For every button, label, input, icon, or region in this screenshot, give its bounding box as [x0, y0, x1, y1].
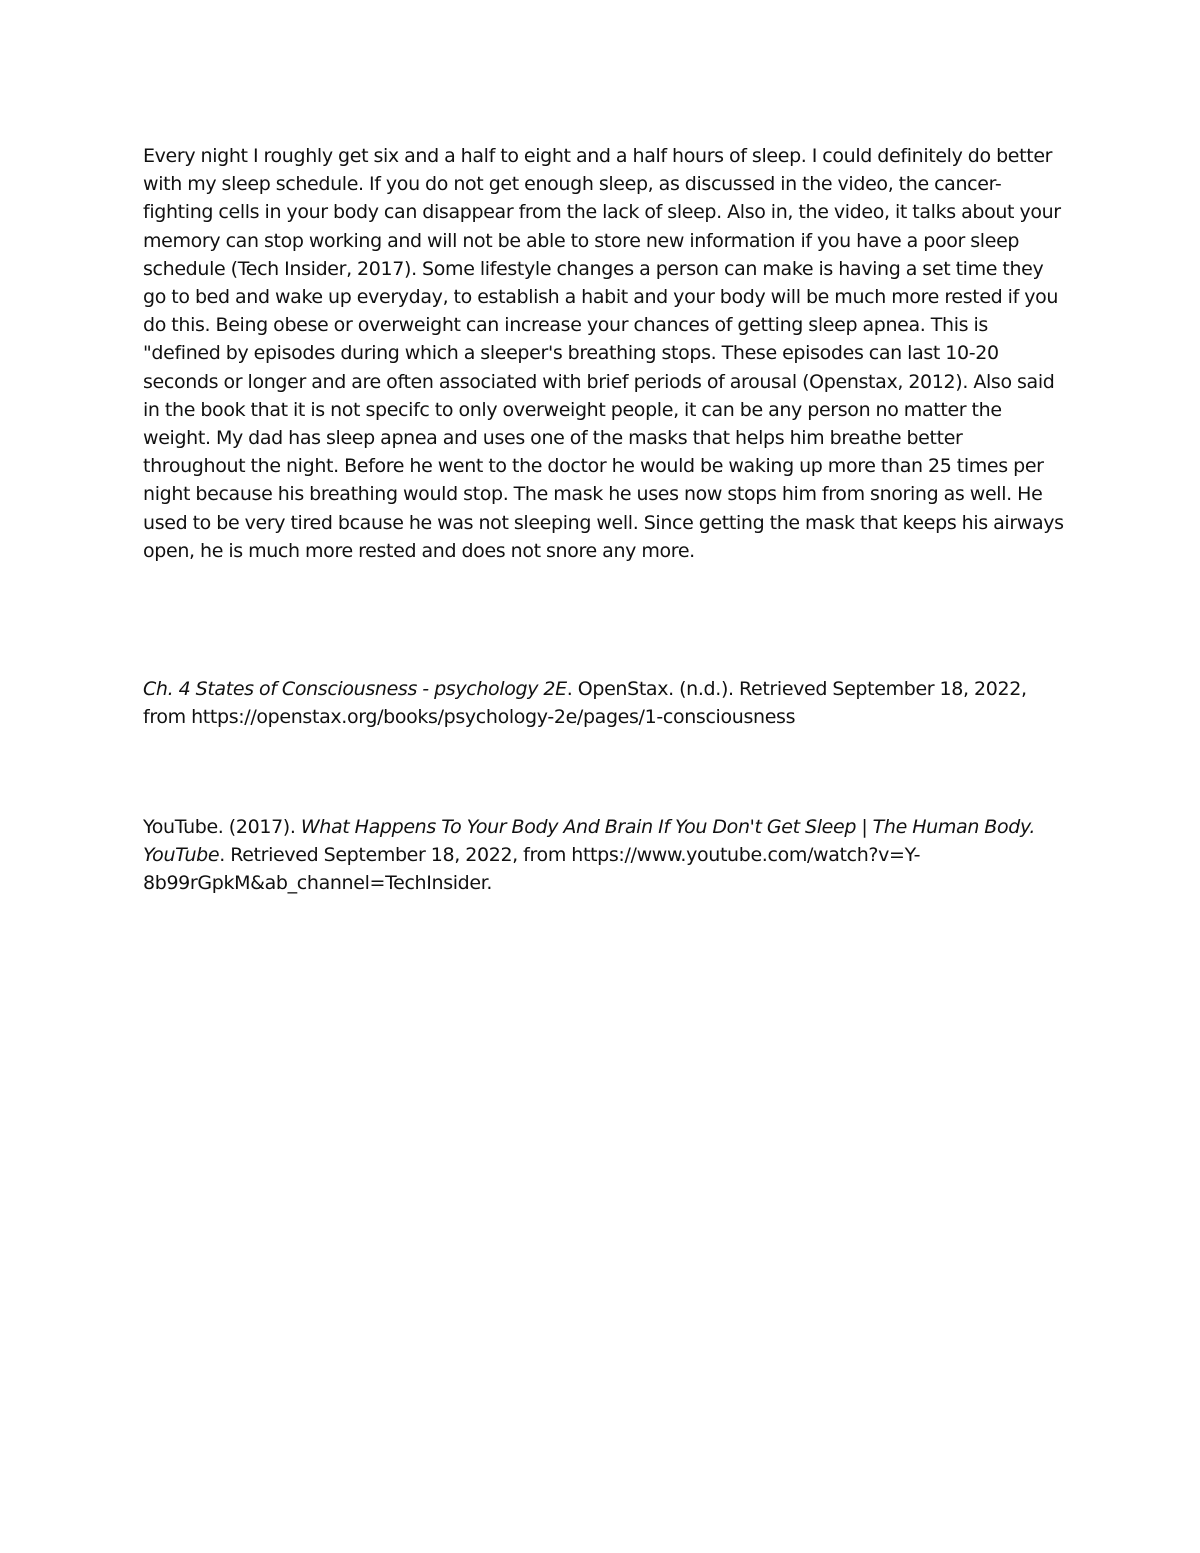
reference-youtube-details: . Retrieved September 18, 2022, from https://www.youtube.com/watch?v=Y-8b99rGpkM&ab_channel=TechInsider. — [143, 844, 921, 895]
body-section — [143, 142, 1068, 565]
reference-youtube-title: What Happens To Your Body And Brain If You Don't Get Sleep | The Human Body. YouTube — [143, 816, 1036, 867]
reference-youtube-lead: YouTube. (2017). — [143, 816, 301, 838]
reference-openstax-details: . OpenStax. (n.d.). Retrieved September 18, 2022, from https://openstax.org/books/psychology-2e/pages/1-consciousness — [143, 678, 1027, 729]
body-paragraph: Every night I roughly get six and a half to eight and a half hours of sleep. I could definitely do better with my sleep schedule. If you do not get enough sleep, as discussed in the video, the cancer-fighting cells in your body can disappear from the lack of sleep. Also in, the video, it talks about your memory can stop working and will not be able to store new information if you have a poor sleep schedule (Tech Insider, 2017). Some lifestyle changes a person can make is having a set time they go to bed and wake up everyday, to establish a habit and your body will be much more rested if you do this. Being obese or overweight can increase your chances of getting sleep apnea. This is "defined by episodes during which a sleeper's breathing stops. These episodes can last 10-20 seconds or longer and are often associated with brief periods of arousal (Openstax, 2012). Also said in the book that it is not specifc to only overweight people, it can be any person no matter the weight. My dad has sleep apnea and uses one of the masks that helps him breathe better throughout the night. Before he went to the doctor he would be waking up more than 25 times per night because his breathing would stop. The mask he uses now stops him from snoring as well. He used to be very tired bcause he was not sleeping well. Since getting the mask that keeps his airways open, he is much more rested and does not snore any more. — [143, 145, 1064, 562]
reference-openstax — [143, 675, 1068, 731]
reference-youtube — [143, 813, 1068, 898]
reference-openstax-title: Ch. 4 States of Consciousness - psychology 2E — [143, 678, 567, 700]
